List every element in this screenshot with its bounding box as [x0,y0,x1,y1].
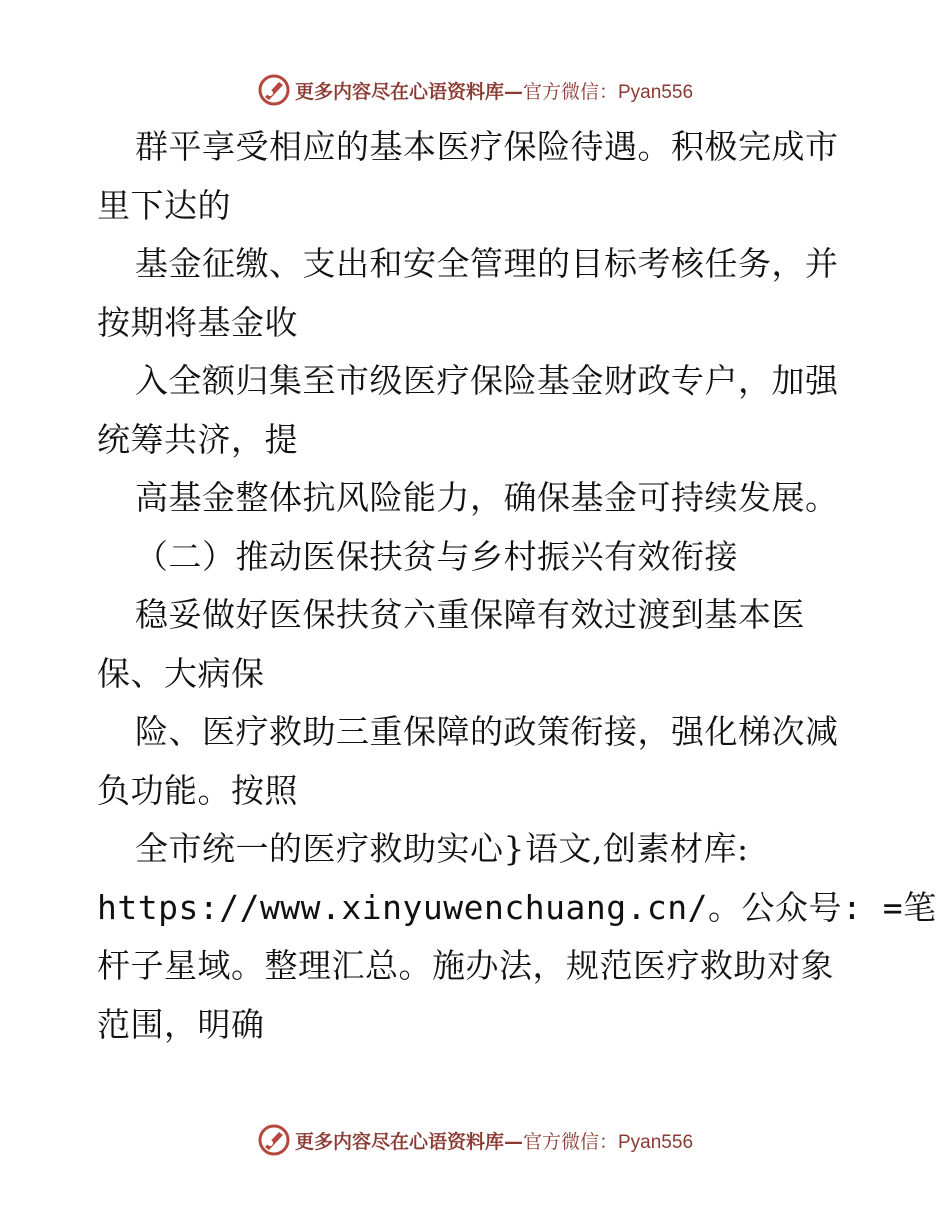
text-line-url: https://www.xinyuwenchuang.cn/。公众号: =笔 [97,887,937,927]
text-line: 入全额归集至市级医疗保险基金财政专户，加强 [135,361,839,400]
banner-separator: — [504,80,523,103]
text-line: 全市统一的医疗救助实心}语文,创素材库: [135,829,749,868]
logo-icon [257,1123,291,1157]
text-line: 负功能。按照 [97,770,298,810]
text-line: 保、大病保 [97,653,265,693]
document-body [97,118,937,1054]
text-line: 按期将基金收 [97,302,298,342]
banner-wechat: 官方微信：Pyan556 [523,1131,694,1153]
logo-icon [257,73,291,107]
banner-text [295,77,693,104]
text-line: 群平享受相应的基本医疗保险待遇。积极完成市 [135,127,839,166]
banner-title: 更多内容尽在心语资料库 [294,80,504,103]
banner-text [295,1127,693,1154]
footer-watermark-banner [0,1120,950,1160]
text-line: 杆子星域。整理汇总。施办法，规范医疗救助对象 [97,946,834,985]
header-watermark-banner [0,70,950,110]
text-line: 范围，明确 [97,1004,265,1044]
text-line: 高基金整体抗风险能力，确保基金可持续发展。 [135,478,839,517]
banner-separator: — [504,1130,523,1153]
banner-title: 更多内容尽在心语资料库 [294,1130,504,1153]
text-line: 里下达的 [97,185,231,225]
text-line: 稳妥做好医保扶贫六重保障有效过渡到基本医 [135,595,805,634]
text-line: 基金征缴、支出和安全管理的目标考核任务，并 [135,244,839,283]
text-line: 险、医疗救助三重保障的政策衔接，强化梯次减 [135,712,839,751]
text-line: 统筹共济，提 [97,419,298,459]
banner-wechat: 官方微信：Pyan556 [523,81,694,103]
section-heading: （二）推动医保扶贫与乡村振兴有效衔接 [135,536,738,576]
